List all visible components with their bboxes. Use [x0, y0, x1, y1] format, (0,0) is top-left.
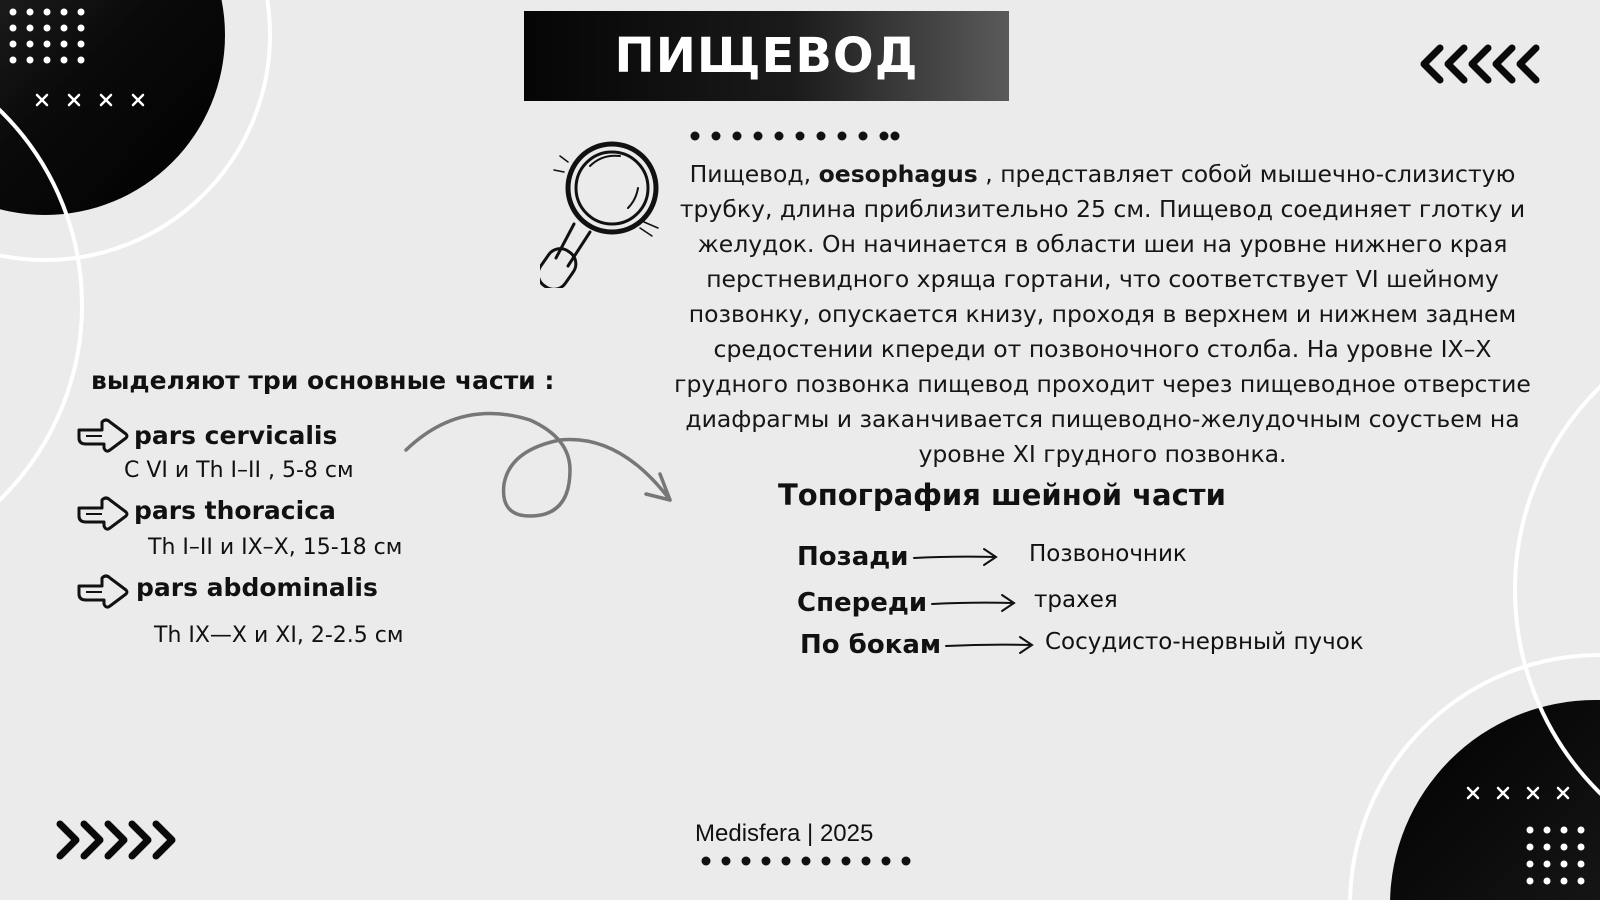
topography-key-sides: По бокам: [800, 630, 942, 660]
topography-key-behind: Позади: [797, 542, 909, 572]
magnifier-icon: [540, 136, 665, 288]
part-name-cervicalis: pars cervicalis: [134, 421, 338, 450]
dark-circle-top-left: [0, 0, 225, 215]
part-detail-abdominalis: Th IX—X и XI, 2-2.5 см: [154, 623, 404, 648]
hand-pointing-right-icon: [76, 572, 130, 610]
arrow-right-icon: [930, 592, 1018, 614]
topography-value-sides: Сосудисто-нервный пучок: [1045, 629, 1364, 655]
hand-pointing-right-icon: [76, 416, 130, 454]
arrow-right-icon: [912, 546, 1000, 568]
chevrons-right-icon: [54, 818, 184, 862]
dot-line-bottom: [702, 857, 911, 866]
part-detail-cervicalis: C VI и Th I–II , 5-8 см: [124, 458, 354, 483]
arrow-right-icon: [944, 634, 1036, 656]
page-title: ПИЩЕВОД: [614, 28, 919, 84]
chevrons-left-icon: [1418, 42, 1548, 86]
dot-line-top: [691, 132, 900, 141]
latin-term: oesophagus: [818, 160, 978, 188]
topography-key-front: Спереди: [797, 588, 928, 618]
topography-value-front: трахея: [1034, 587, 1118, 613]
description-text: , представляет собой мышечно-слизистую трубку, длина приблизительно 25 см. Пищевод соединяет глотку и желудок. Он начинается в области шеи на уровне нижнего края перстневидного хряща гортани, что соответствует VI шейному позвонку, опускается книзу, проходя в верхнем и нижнем заднем средостении кпереди от позвоночного столба. На уровне IX–X грудного позвонка пищевод проходит через пищеводное отверстие диафрагмы и заканчивается пищеводно-желудочным соустьем на уровне XI грудного позвонка.: [674, 160, 1531, 468]
footer-credit: Medisfera | 2025: [695, 820, 874, 847]
curly-arrow-icon: [400, 404, 685, 534]
part-name-abdominalis: pars abdominalis: [136, 573, 378, 602]
hand-pointing-right-icon: [76, 494, 130, 532]
part-name-thoracica: pars thoracica: [134, 496, 336, 525]
topography-value-behind: Позвоночник: [1029, 541, 1187, 567]
description-paragraph: [655, 157, 1550, 472]
part-detail-thoracica: Th I–II и IX–X, 15-18 см: [148, 535, 403, 560]
title-banner: [524, 11, 1009, 101]
term: Пищевод,: [689, 160, 812, 188]
topography-heading: Топография шейной части: [778, 478, 1226, 512]
parts-heading: выделяют три основные части :: [91, 366, 555, 395]
